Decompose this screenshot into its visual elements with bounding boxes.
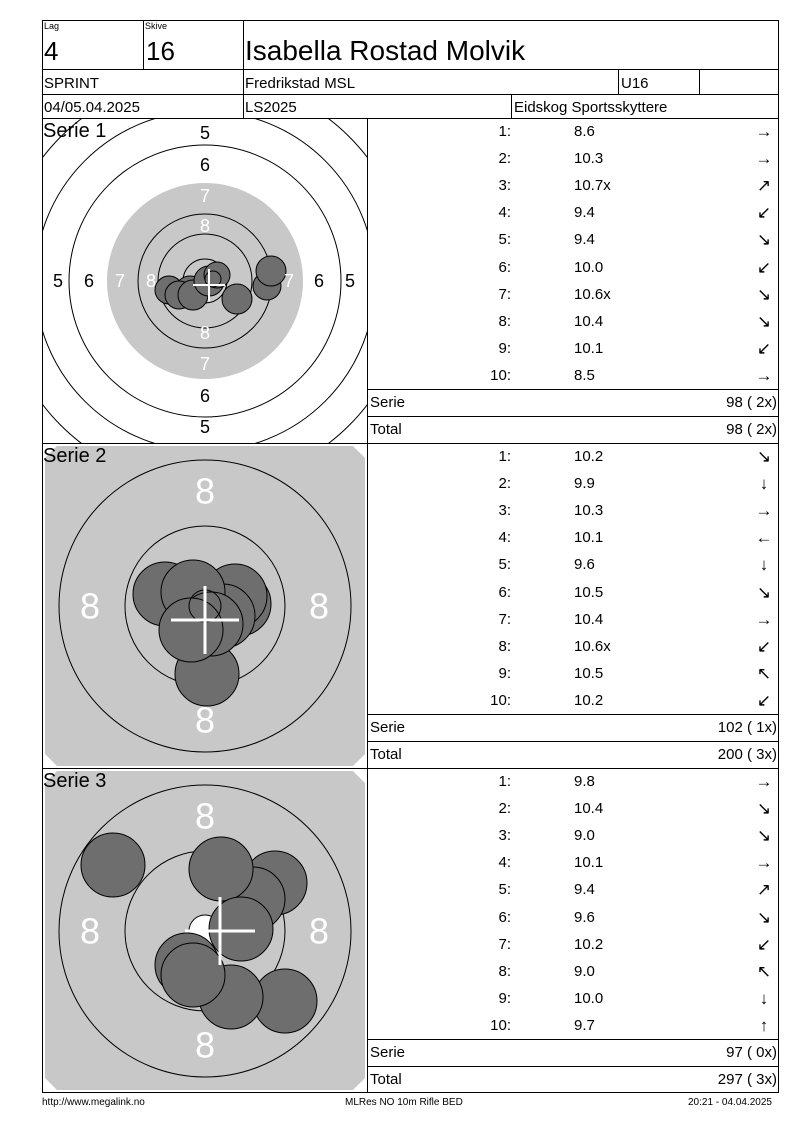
shot-direction-arrow-icon: →: [755, 501, 773, 521]
skive-label: Skive: [145, 21, 168, 31]
shot-number: 2:: [498, 150, 511, 168]
date: 04/05.04.2025: [44, 99, 140, 116]
shot-number: 8:: [498, 312, 511, 330]
shot-direction-arrow-icon: →: [755, 853, 773, 873]
shot-direction-arrow-icon: →: [755, 122, 773, 141]
footer-url: http://www.megalink.no: [42, 1097, 145, 1108]
shot-hole: [189, 837, 253, 901]
total-value: 297 ( 3x): [717, 1071, 777, 1088]
shot-hole: [222, 284, 252, 314]
ring-label-8-left: 8: [79, 585, 101, 627]
serie-3-target-svg: [43, 769, 367, 1092]
shot-score: 9.4: [574, 231, 595, 249]
shot-number: 3:: [498, 827, 511, 845]
shot-number: 7:: [498, 285, 511, 303]
ring-label-8-top: 8: [194, 795, 216, 837]
shot-score: 10.6x: [574, 637, 611, 655]
shot-number: 2:: [498, 800, 511, 818]
shot-direction-arrow-icon: →: [755, 365, 773, 385]
shot-score: 10.1: [574, 529, 604, 547]
shot-direction-arrow-icon: ↓: [759, 474, 769, 494]
shot-number: 7:: [498, 935, 511, 953]
shot-number: 1:: [498, 123, 511, 140]
shot-direction-arrow-icon: ↘: [756, 230, 772, 250]
shot-score: 8.6: [574, 123, 595, 140]
ring-label-8-right: 8: [308, 910, 330, 952]
total-divider: [367, 1066, 779, 1067]
shot-score: 10.2: [574, 448, 604, 465]
total-value: 200 ( 3x): [717, 746, 777, 763]
shot-number: 8:: [498, 962, 511, 980]
discipline: SPRINT: [44, 75, 100, 92]
shot-number: 4:: [498, 529, 511, 547]
shot-score: 10.4: [574, 800, 604, 818]
shot-score: 10.1: [574, 339, 604, 357]
shot-score: 10.2: [574, 691, 604, 709]
shot-direction-arrow-icon: ↘: [756, 826, 772, 846]
shot-score: 10.4: [574, 610, 604, 628]
shot-direction-arrow-icon: ↖: [756, 663, 772, 683]
shot-number: 5:: [498, 881, 511, 899]
shot-score: 10.3: [574, 502, 604, 520]
shot-number: 10:: [490, 366, 511, 384]
shot-score: 10.1: [574, 854, 604, 872]
shot-direction-arrow-icon: ↓: [759, 988, 769, 1008]
serie-2-title: Serie 2: [43, 445, 107, 467]
lag-label: Lag: [44, 21, 60, 31]
total-label: Total: [370, 421, 402, 438]
serie-value: 97 ( 0x): [726, 1044, 777, 1061]
total-value: 98 ( 2x): [726, 421, 777, 438]
shot-score: 10.0: [574, 989, 604, 1007]
shot-score: 10.5: [574, 664, 604, 682]
shot-score: 9.0: [574, 827, 595, 845]
shot-hole: [81, 833, 145, 897]
shot-direction-arrow-icon: ↙: [756, 636, 772, 656]
shot-direction-arrow-icon: →: [755, 149, 773, 169]
shot-direction-arrow-icon: ↙: [756, 690, 772, 710]
shot-direction-arrow-icon: ↙: [756, 257, 772, 277]
serie-2-target-svg: [43, 444, 367, 768]
serie-label: Serie: [370, 719, 406, 736]
ring-label-5-left: 5: [52, 271, 64, 291]
shot-direction-arrow-icon: ↗: [756, 880, 772, 900]
shot-score: 9.4: [574, 881, 595, 899]
shot-number: 9:: [498, 664, 511, 682]
ring-label-8-bottom: 8: [194, 699, 216, 741]
serie-label: Serie: [370, 1044, 406, 1061]
serie-3-title: Serie 3: [43, 770, 107, 792]
ring-label-8-top: 8: [199, 216, 211, 236]
ring-label-8-left: 8: [79, 910, 101, 952]
ring-label-5-top: 5: [199, 123, 211, 143]
shot-score: 9.7: [574, 1016, 595, 1034]
shot-number: 1:: [498, 773, 511, 790]
ring-label-7-left: 7: [114, 271, 126, 291]
competition: LS2025: [245, 99, 297, 116]
shot-score: 10.2: [574, 935, 604, 953]
serie-divider: [367, 1039, 779, 1040]
shot-number: 2:: [498, 475, 511, 493]
shot-direction-arrow-icon: ↓: [759, 555, 769, 575]
ring-label-7-right: 7: [283, 271, 295, 291]
ring-label-7-top: 7: [199, 186, 211, 206]
shot-score: 9.0: [574, 962, 595, 980]
shot-direction-arrow-icon: ↘: [756, 799, 772, 819]
shot-score: 10.5: [574, 583, 604, 601]
serie-1-target-svg: [43, 119, 367, 443]
shot-number: 9:: [498, 989, 511, 1007]
total-divider: [367, 416, 779, 417]
shot-number: 6:: [498, 908, 511, 926]
shot-direction-arrow-icon: ↗: [756, 176, 772, 196]
shot-score: 10.4: [574, 312, 604, 330]
ring-label-6-bottom: 6: [199, 386, 211, 406]
shot-direction-arrow-icon: ←: [755, 528, 773, 548]
shot-direction-arrow-icon: ↘: [756, 311, 772, 331]
ring-label-6-right: 6: [313, 271, 325, 291]
serie-label: Serie: [370, 394, 406, 411]
shot-direction-arrow-icon: ↖: [756, 961, 772, 981]
shot-score: 9.8: [574, 773, 595, 790]
serie-1-title: Serie 1: [43, 120, 107, 142]
shot-number: 8:: [498, 637, 511, 655]
shot-direction-arrow-icon: ↙: [756, 934, 772, 954]
shot-hole: [159, 598, 223, 662]
shot-score: 9.9: [574, 475, 595, 493]
ring-label-7-bottom: 7: [199, 354, 211, 374]
shot-number: 1:: [498, 448, 511, 465]
shot-score: 9.6: [574, 556, 595, 574]
shot-number: 4:: [498, 204, 511, 222]
serie-3-target: [43, 769, 367, 1092]
footer-printed: 20:21 - 04.04.2025: [688, 1097, 772, 1108]
ring-label-8-bottom: 8: [199, 323, 211, 343]
shot-number: 3:: [498, 502, 511, 520]
serie-1-target: [43, 119, 367, 443]
serie-value: 98 ( 2x): [726, 394, 777, 411]
class-name: U16: [621, 75, 649, 92]
serie-2-target: [43, 444, 367, 768]
shot-direction-arrow-icon: →: [755, 772, 773, 791]
lag-value: 4: [44, 36, 59, 66]
shot-number: 10:: [490, 691, 511, 709]
shot-score: 10.6x: [574, 285, 611, 303]
range-name: Fredrikstad MSL: [245, 75, 356, 92]
ring-label-5-right: 5: [344, 271, 356, 291]
ring-label-8-bottom: 8: [194, 1024, 216, 1066]
total-label: Total: [370, 1071, 402, 1088]
shot-score: 9.6: [574, 908, 595, 926]
shot-direction-arrow-icon: →: [755, 609, 773, 629]
serie-value: 102 ( 1x): [717, 719, 777, 736]
shot-direction-arrow-icon: ↘: [756, 284, 772, 304]
skive-value: 16: [146, 36, 175, 66]
ring-label-6-top: 6: [199, 155, 211, 175]
total-label: Total: [370, 746, 402, 763]
shot-direction-arrow-icon: ↑: [759, 1015, 769, 1035]
ring-label-5-bottom: 5: [199, 417, 211, 437]
ring-label-8-right: 8: [308, 585, 330, 627]
shot-number: 4:: [498, 854, 511, 872]
shot-number: 10:: [490, 1016, 511, 1034]
shot-hole: [161, 943, 225, 1007]
ring-label-8-left: 8: [145, 271, 157, 291]
shot-number: 6:: [498, 258, 511, 276]
shot-direction-arrow-icon: ↘: [756, 582, 772, 602]
shot-number: 6:: [498, 583, 511, 601]
shot-number: 9:: [498, 339, 511, 357]
serie-divider: [367, 714, 779, 715]
shot-hole: [256, 256, 286, 286]
shot-direction-arrow-icon: ↙: [756, 203, 772, 223]
shot-score: 8.5: [574, 366, 595, 384]
ring-label-8-top: 8: [194, 470, 216, 512]
shot-score: 9.4: [574, 204, 595, 222]
club: Eidskog Sportsskyttere: [514, 99, 668, 116]
shot-score: 10.0: [574, 258, 604, 276]
ring-label-6-left: 6: [83, 271, 95, 291]
shot-score: 10.3: [574, 150, 604, 168]
shot-number: 5:: [498, 556, 511, 574]
shot-direction-arrow-icon: ↙: [756, 338, 772, 358]
shot-number: 7:: [498, 610, 511, 628]
footer-software: MLRes NO 10m Rifle BED: [345, 1097, 463, 1108]
shot-number: 5:: [498, 231, 511, 249]
shooter-name: Isabella Rostad Molvik: [245, 35, 526, 66]
shot-direction-arrow-icon: ↘: [756, 907, 772, 927]
shot-number: 3:: [498, 177, 511, 195]
shot-direction-arrow-icon: ↘: [756, 447, 772, 466]
total-divider: [367, 741, 779, 742]
serie-divider: [367, 389, 779, 390]
shot-score: 10.7x: [574, 177, 611, 195]
